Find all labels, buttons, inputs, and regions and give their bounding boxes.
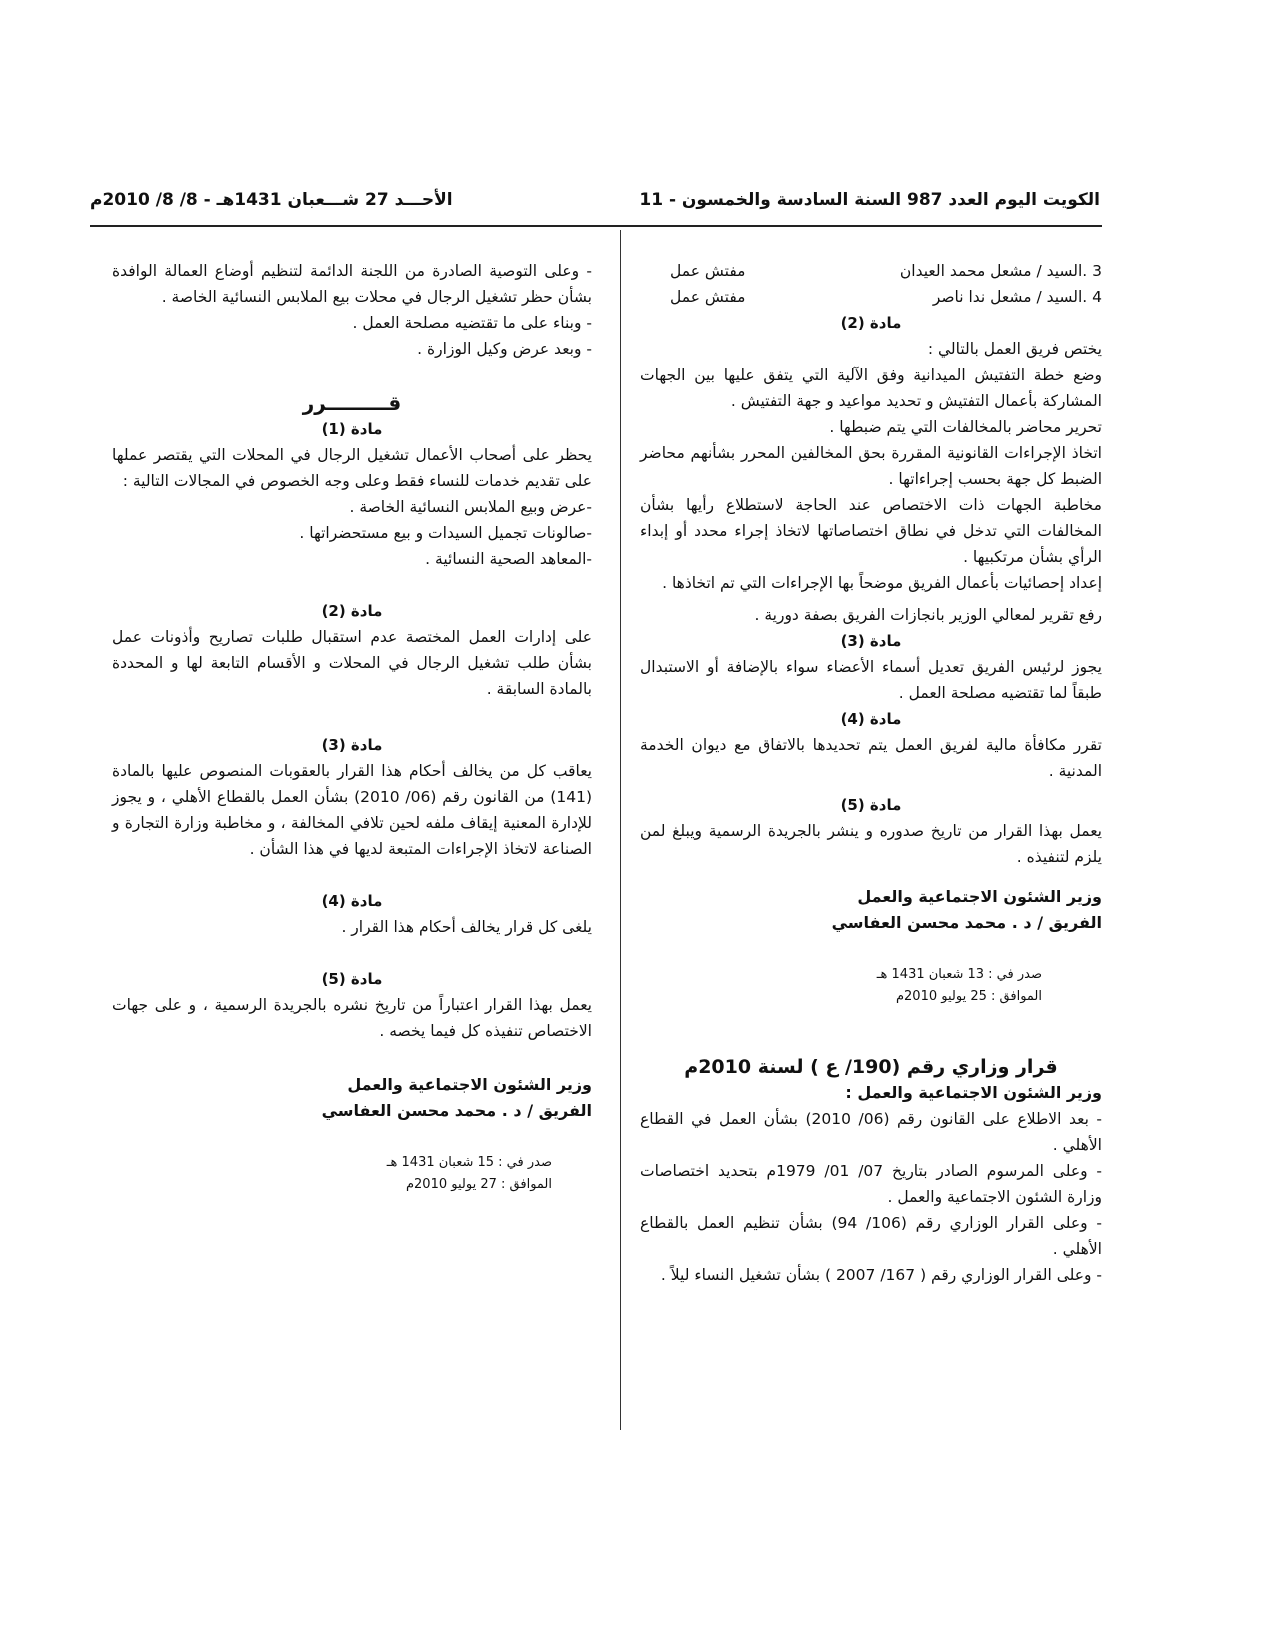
corresponding-date: الموافق : 25 يوليو 2010م <box>895 989 1042 1004</box>
member-row <box>640 284 1102 310</box>
decree-line: - وعلى القرار الوزاري رقم ( 167/ 2007 ) بشأن تشغيل النساء ليلاً . <box>660 1266 1102 1284</box>
left-column <box>112 258 592 1196</box>
issue-dates <box>112 1152 592 1196</box>
member-name: 4 .السيد / مشعل ندا ناصر <box>932 288 1102 306</box>
signature-title: وزير الشئون الاجتماعية والعمل <box>347 1075 592 1094</box>
article-text: يجوز لرئيس الفريق تعديل أسماء الأعضاء سواء بالإضافة أو الاستبدال طبقاً لما تقتضيه مصلحة العمل . <box>640 658 1102 702</box>
signature-title: وزير الشئون الاجتماعية والعمل <box>857 887 1102 906</box>
decree-title: قرار وزاري رقم (190/ ع ) لسنة 2010م <box>684 1056 1058 1078</box>
article-line: رفع تقرير لمعالي الوزير بانجازات الفريق بصفة دورية . <box>754 606 1102 624</box>
article-heading: مادة (4) <box>840 710 902 728</box>
article-item: -صالونات تجميل السيدات و بيع مستحضراتها . <box>299 524 592 542</box>
article-text: على إدارات العمل المختصة عدم استقبال طلبات تصاريح وأذونات عمل بشأن طلب تشغيل الرجال في المحلات و الأقسام التابعة لها و المحددة بالمادة السابقة . <box>112 628 592 698</box>
article-text: يعاقب كل من يخالف أحكام هذا القرار بالعقوبات المنصوص عليها بالمادة (141) من القانون رقم (06/ 2010) بشأن العمل بالقطاع الأهلي ، و يجوز للإدارة المعنية إيقاف ملفه لحين تلافي المخالفة ، و مخاطبة وزارة التجارة و الصناعة لاتخاذ الإجراءات المتبعة لديها في هذا الشأن . <box>112 762 592 858</box>
preamble-line: - وعلى التوصية الصادرة من اللجنة الدائمة لتنظيم أوضاع العمالة الوافدة بشأن حظر تشغيل الرجال في محلات بيع الملابس النسائية الخاصة . <box>112 262 592 306</box>
right-column <box>640 258 1102 1288</box>
article-heading: مادة (2) <box>321 602 383 620</box>
article-text: يلغى كل قرار يخالف أحكام هذا القرار . <box>341 918 592 936</box>
decides-heading: قـــــــــرر <box>302 391 402 415</box>
issued-date: صدر في : 13 شعبان 1431 هـ <box>876 967 1042 982</box>
article-heading: مادة (5) <box>840 796 902 814</box>
article-heading: مادة (4) <box>321 892 383 910</box>
article-text: تقرر مكافأة مالية لفريق العمل يتم تحديدها بالاتفاق مع ديوان الخدمة المدنية . <box>640 736 1102 780</box>
corresponding-date: الموافق : 27 يوليو 2010م <box>405 1177 552 1192</box>
article-line: يختص فريق العمل بالتالي : <box>927 340 1102 358</box>
article-text: يعمل بهذا القرار اعتباراً من تاريخ نشره بالجريدة الرسمية ، و على جهات الاختصاص تنفيذه كل فيما يخصه . <box>112 996 592 1040</box>
decree-line: - وعلى القرار الوزاري رقم (106/ 94) بشأن تنظيم العمل بالقطاع الأهلي . <box>640 1214 1102 1258</box>
issued-date: صدر في : 15 شعبان 1431 هـ <box>386 1155 552 1170</box>
signature-name: الفريق / د . محمد محسن العفاسي <box>831 913 1102 932</box>
article-item: -المعاهد الصحية النسائية . <box>425 550 592 568</box>
article-heading: مادة (3) <box>321 736 383 754</box>
decree-subtitle: وزير الشئون الاجتماعية والعمل : <box>845 1083 1102 1102</box>
article-line: إعداد إحصائيات بأعمال الفريق موضحاً بها الإجراءات التي تم اتخاذها . <box>662 574 1102 592</box>
article-heading: مادة (1) <box>321 420 383 438</box>
preamble-line: - وبناء على ما تقتضيه مصلحة العمل . <box>352 314 592 332</box>
member-name: 3 .السيد / مشعل محمد العيدان <box>899 262 1102 280</box>
decree-line: - بعد الاطلاع على القانون رقم (06/ 2010) بشأن العمل في القطاع الأهلي . <box>640 1110 1103 1154</box>
page-header <box>90 184 1100 224</box>
article-heading: مادة (2) <box>840 314 902 332</box>
header-rule <box>90 225 1102 227</box>
decree-line: - وعلى المرسوم الصادر بتاريخ 07/ 01/ 1979م بتحديد اختصاصات وزارة الشئون الاجتماعية والعمل . <box>640 1162 1102 1206</box>
article-heading: مادة (5) <box>321 970 383 988</box>
article-item: -عرض وبيع الملابس النسائية الخاصة . <box>349 498 592 516</box>
member-role: مفتش عمل <box>670 262 746 280</box>
article-text: يحظر على أصحاب الأعمال تشغيل الرجال في المحلات التي يقتصر عملها على تقديم خدمات للنساء فقط وعلى وجه الخصوص في المجالات التالية : <box>112 446 592 490</box>
column-divider <box>620 230 621 1430</box>
article-line: تحرير محاضر بالمخالفات التي يتم ضبطها . <box>829 418 1102 436</box>
header-date: الأحـــد 27 شـــعبان 1431هـ - 8/ 8/ 2010م <box>90 190 453 210</box>
member-role: مفتش عمل <box>670 288 746 306</box>
header-issue-info: الكويت اليوم العدد 987 السنة السادسة والخمسون - 11 <box>639 190 1100 210</box>
issue-dates <box>640 964 1102 1008</box>
member-row <box>640 258 1102 284</box>
article-text: يعمل بهذا القرار من تاريخ صدوره و ينشر بالجريدة الرسمية ويبلغ لمن يلزم لتنفيذه . <box>640 822 1102 866</box>
article-heading: مادة (3) <box>840 632 902 650</box>
preamble-line: - وبعد عرض وكيل الوزارة . <box>417 340 592 358</box>
article-line: اتخاذ الإجراءات القانونية المقررة بحق المخالفين المحرر بشأنهم محاضر الضبط كل جهة بحسب إجراءاتها . <box>640 444 1102 488</box>
article-line: مخاطبة الجهات ذات الاختصاص عند الحاجة لاستطلاع رأيها بشأن المخالفات التي تدخل في نطاق اختصاصاتها لاتخاذ إجراء محدد أو إبداء الرأي بشأن مرتكبيها . <box>640 496 1102 566</box>
signature-name: الفريق / د . محمد محسن العفاسي <box>321 1101 592 1120</box>
article-line: وضع خطة التفتيش الميدانية وفق الآلية التي يتفق عليها بين الجهات المشاركة بأعمال التفتيش و تحديد مواعيد و جهة التفتيش . <box>640 366 1102 410</box>
